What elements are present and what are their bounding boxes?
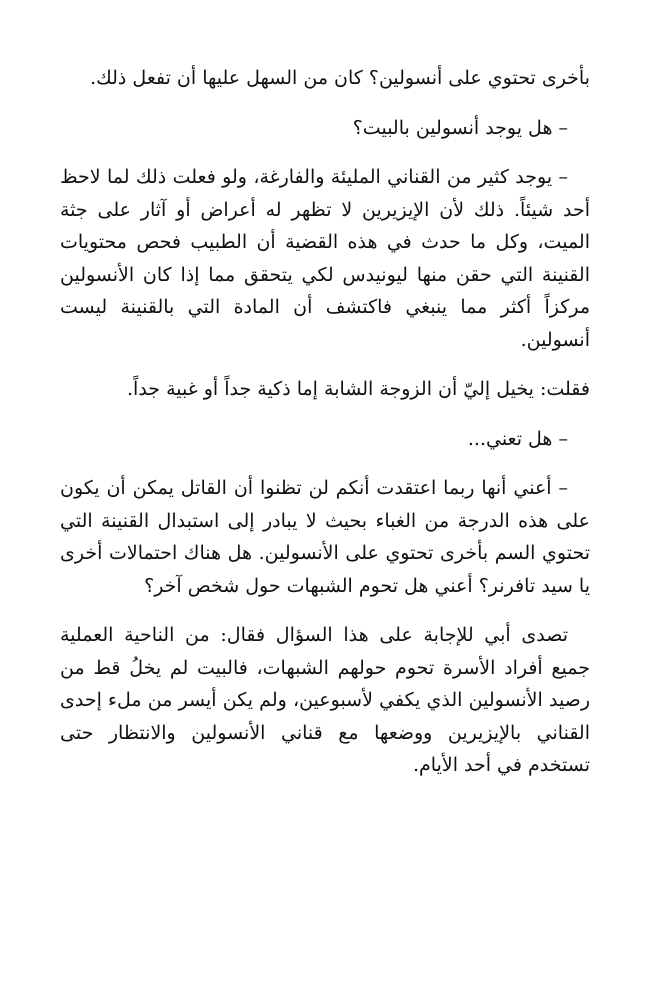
narration-paragraph-father: تصدى أبي للإجابة على هذا السؤال فقال: من الناحية العملية جميع أفراد الأسرة تحوم حولهم الشبهات، فالبيت لم يخلُ قط من رصيد الأنسولين الذي يكفي لأسبوعين، ولم يكن أيسر من ملء إحدى القناني بالإيزيرين ووضعها مع قناني الأنسولين والانتظار حتى تستخدم في أحد الأيام. — [60, 624, 590, 776]
dialogue-paragraph-answer: – يوجد كثير من القناني المليئة والفارغة، ولو فعلت ذلك لما لاحظ أحد شيئاً. ذلك لأن الإيزيرين لا تظهر له أعراض أو آثار على جثة الميت، وكل ما حدث في هذه القضية أن الطبيب فحص محتويات القنينة التي حقن منها ليونيدس لكي يتحقق مما إذا كان الأنسولين مركزاً أكثر مما ينبغي فاكتشف أن المادة التي بالقنينة ليست أنسولين. — [60, 166, 590, 351]
paragraph-continuation: بأخرى تحتوي على أنسولين؟ كان من السهل عليها أن تفعل ذلك. — [90, 67, 590, 89]
dialogue-line-question-insulin: – هل يوجد أنسولين بالبيت؟ — [352, 116, 568, 139]
dialogue-line-do-you-mean: – هل تعني... — [467, 427, 568, 450]
book-page-text — [60, 62, 590, 799]
dialogue-paragraph-explanation: – أعني أنها ربما اعتقدت أنكم لن تظنوا أن القاتل يمكن أن يكون على هذه الدرجة من الغباء بحيث لا يبادر إلى استبدال القنينة التي تحتوي السم بأخرى تحتوي على الأنسولين. هل هناك احتمالات أخرى يا سيد تافرنر؟ أعني هل تحوم الشبهات حول شخص آخر؟ — [60, 477, 590, 597]
narration-paragraph-wife: فقلت: يخيل إليّ أن الزوجة الشابة إما ذكية جداً أو غبية جداً. — [127, 378, 590, 400]
